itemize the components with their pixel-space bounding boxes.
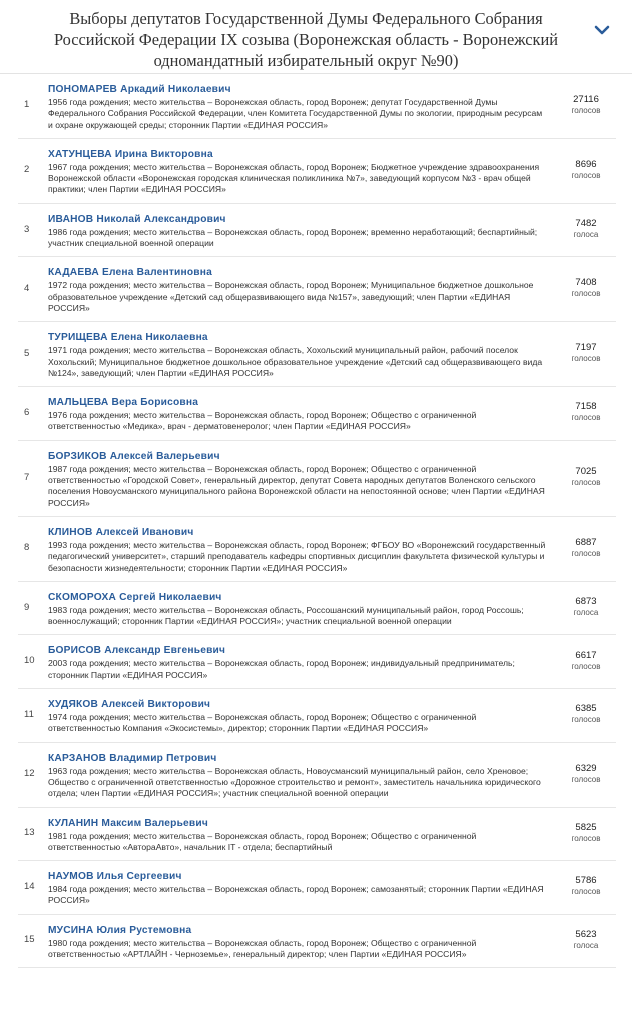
candidate-name-link[interactable] <box>48 924 191 937</box>
candidate-name-link[interactable] <box>48 450 220 463</box>
candidate-info <box>48 446 556 509</box>
vote-count: 6887 <box>575 536 597 548</box>
candidate-row <box>18 635 616 689</box>
candidate-votes <box>556 401 616 423</box>
candidate-row <box>18 861 616 915</box>
vote-unit: голосов <box>571 715 601 725</box>
candidate-surname: КАРЗАНОВ <box>48 752 107 764</box>
candidate-list <box>0 74 632 968</box>
candidate-surname: ХУДЯКОВ <box>48 699 99 711</box>
candidate-votes <box>556 342 616 364</box>
candidate-row <box>18 689 616 743</box>
vote-count: 27116 <box>573 93 599 105</box>
candidate-info <box>48 866 556 907</box>
vote-unit: голосов <box>571 170 601 180</box>
candidate-description: 1971 года рождения; место жительства – Воронежская область, Хохольский муниципальный район, рабочий поселок Хохольский; Муниципальное бюджетное дошкольное образовательное учреждение «Детский сад общеразвивающего вида №124», заведующий; член Партии «ЕДИНАЯ РОССИЯ» <box>48 345 543 378</box>
candidate-row <box>18 743 616 808</box>
candidate-surname: ХАТУНЦЕВА <box>48 148 112 160</box>
candidate-given-name: Алексей Валерьевич <box>109 450 220 462</box>
candidate-row <box>18 582 616 636</box>
vote-unit: голосов <box>571 548 601 558</box>
vote-count: 7482 <box>575 218 597 230</box>
candidate-given-name: Сергей Николаевич <box>119 591 222 603</box>
vote-count: 7158 <box>575 401 597 413</box>
candidate-votes <box>556 650 616 672</box>
candidate-row <box>18 387 616 441</box>
candidate-votes <box>556 277 616 299</box>
candidate-given-name: Юлия Рустемовна <box>96 924 192 936</box>
vote-unit: голосов <box>571 661 601 671</box>
candidate-name-link[interactable] <box>48 698 210 711</box>
candidate-row <box>18 808 616 862</box>
vote-unit: голоса <box>573 230 599 240</box>
candidate-name-link[interactable] <box>48 331 208 344</box>
candidate-info <box>48 813 556 854</box>
vote-count: 7025 <box>575 466 597 478</box>
candidate-row <box>18 257 616 322</box>
vote-count: 7408 <box>575 277 597 289</box>
candidate-info <box>48 522 556 574</box>
candidate-description: 1980 года рождения; место жительства – Воронежская область, город Воронеж; Общество с ограниченной ответственностью «АРТЛАЙН - Черноземье», генеральный директор; член Партии «ЕДИНАЯ РОССИЯ» <box>48 937 477 959</box>
candidate-number: 8 <box>24 542 30 554</box>
candidate-info <box>48 327 556 379</box>
candidate-surname: НАУМОВ <box>48 871 94 883</box>
candidate-info <box>48 640 556 681</box>
vote-unit: голосов <box>571 833 601 843</box>
candidate-name-link[interactable] <box>48 591 222 604</box>
candidate-description: 1967 года рождения; место жительства – Воронежская область, город Воронеж; Бюджетное учреждение здравоохранения Воронежской области «Воронежская городская клиническая поликлиника №7», заведующий корпусом №3 - врач общей практики; член Партии «ЕДИНАЯ РОССИЯ» <box>48 161 540 195</box>
candidate-row <box>18 441 616 517</box>
candidate-number: 15 <box>24 934 35 946</box>
candidate-surname: ТУРИЩЕВА <box>48 332 108 344</box>
candidate-given-name: Илья Сергеевич <box>96 871 182 883</box>
candidate-surname: КАДАЕВА <box>48 267 99 279</box>
vote-unit: голосов <box>571 289 601 299</box>
candidate-given-name: Аркадий Николаевич <box>120 84 231 95</box>
vote-unit: голосов <box>571 774 601 784</box>
vote-unit: голосов <box>571 887 601 897</box>
candidate-given-name: Владимир Петрович <box>109 752 217 764</box>
candidate-votes <box>556 703 616 725</box>
candidate-given-name: Алексей Викторович <box>101 699 211 711</box>
candidate-number: 13 <box>24 827 35 839</box>
candidate-number: 1 <box>24 99 30 111</box>
candidate-number: 2 <box>24 164 30 176</box>
candidate-given-name: Максим Валерьевич <box>101 817 208 829</box>
candidate-number: 3 <box>24 223 30 235</box>
candidate-name-link[interactable] <box>48 213 226 226</box>
vote-count: 6617 <box>575 649 597 661</box>
candidate-name-link[interactable] <box>48 644 225 657</box>
candidate-number: 12 <box>24 768 35 780</box>
candidate-votes <box>556 596 616 618</box>
candidate-surname: МАЛЬЦЕВА <box>48 397 109 409</box>
candidate-given-name: Елена Валентиновна <box>102 267 212 279</box>
candidate-description: 1976 года рождения; место жительства – Воронежская область, город Воронеж; Общество с ограниченной ответственностью «Медика», врач - дерматовенеролог; член Партии «ЕДИНАЯ РОССИЯ» <box>48 410 477 432</box>
candidate-surname: МУСИНА <box>48 924 94 936</box>
candidate-surname: КЛИНОВ <box>48 526 93 538</box>
candidate-row <box>18 915 616 969</box>
candidate-info <box>48 79 556 131</box>
candidate-row <box>18 322 616 387</box>
candidate-row <box>18 74 616 139</box>
vote-count: 7197 <box>575 342 597 354</box>
candidate-number: 10 <box>24 655 35 667</box>
candidate-number: 7 <box>24 471 30 483</box>
candidate-info <box>48 587 556 628</box>
candidate-name-link[interactable] <box>48 752 216 765</box>
candidate-number: 14 <box>24 880 35 892</box>
candidate-votes <box>556 875 616 897</box>
vote-unit: голосов <box>571 478 601 488</box>
vote-unit: голоса <box>573 940 599 950</box>
candidate-votes <box>556 159 616 181</box>
candidate-info <box>48 209 556 250</box>
candidate-name-link[interactable] <box>48 266 212 279</box>
page-title: Выборы депутатов Государственной Думы Федерального Собрания Российской Федерации IX созыва (Воронежская область - Воронежский одномандатный избирательный округ №90) <box>53 9 559 70</box>
candidate-votes <box>556 466 616 488</box>
candidate-name-link[interactable] <box>48 817 208 830</box>
candidate-votes <box>556 94 616 116</box>
chevron-down-icon[interactable] <box>594 24 610 36</box>
vote-unit: голоса <box>573 608 599 618</box>
vote-count: 6873 <box>575 596 597 608</box>
candidate-votes <box>556 537 616 559</box>
page-header <box>0 0 632 74</box>
candidate-given-name: Александр Евгеньевич <box>104 645 226 657</box>
candidate-given-name: Николай Александрович <box>96 213 226 225</box>
candidate-info <box>48 262 556 314</box>
candidate-surname: КУЛАНИН <box>48 817 99 829</box>
vote-count: 6385 <box>575 703 597 715</box>
candidate-description: 1983 года рождения; место жительства – Воронежская область, Россошанский муниципальный район, город Россошь; военнослужащий; сторонник Партии «ЕДИНАЯ РОССИЯ»; участник специальной военной операции <box>48 604 524 627</box>
candidate-row <box>18 517 616 582</box>
candidate-description: 1974 года рождения; место жительства – Воронежская область, город Воронеж; Общество с ограниченной ответственностью Компания «Экосистемы», директор; сторонник Партии «ЕДИНАЯ РОССИЯ» <box>48 712 477 734</box>
candidate-description: 1993 года рождения; место жительства – Воронежская область, город Воронеж; ФГБОУ ВО «Воронежский государственный педагогический университет», старший преподаватель кафедры спортивных дисциплин факультета физической культуры и безопасности жизнедеятельности; сторонник Партии «ЕДИНАЯ РОССИЯ» <box>48 539 546 573</box>
vote-count: 8696 <box>575 158 597 170</box>
candidate-name-link[interactable] <box>48 148 213 161</box>
candidate-description: 1972 года рождения; место жительства – Воронежская область, город Воронеж; Муниципальное бюджетное дошкольное образовательное учреждение «Детский сад общеразвивающего вида №157», заведующий; член Партии «ЕДИНАЯ РОССИЯ» <box>48 280 534 313</box>
candidate-description: 1986 года рождения; место жительства – Воронежская область, город Воронеж; временно неработающий; беспартийный; участник специальной военной операции <box>48 226 538 249</box>
candidate-votes <box>556 763 616 785</box>
candidate-number: 9 <box>24 601 30 613</box>
candidate-description: 1984 года рождения; место жительства – Воронежская область, город Воронеж; самозанятый; сторонник Партии «ЕДИНАЯ РОССИЯ» <box>48 884 544 906</box>
candidate-given-name: Елена Николаевна <box>110 332 208 344</box>
vote-count: 5825 <box>575 821 597 833</box>
candidate-name-link[interactable] <box>48 526 193 539</box>
candidate-name-link[interactable] <box>48 396 198 409</box>
candidate-description: 1987 года рождения; место жительства – Воронежская область, город Воронеж; Общество с ограниченной ответственностью «Городской Совет», генеральный директор, депутат Совета народных депутатов Воленского сельского поселения Новоусманского муниципального района Воронежской области на непостоянной основе; член Партии «ЕДИНАЯ РОССИЯ» <box>48 463 545 508</box>
candidate-number: 11 <box>24 708 34 720</box>
candidate-row <box>18 204 616 258</box>
vote-count: 5786 <box>575 875 597 887</box>
candidate-surname: ПОНОМАРЕВ <box>48 84 118 95</box>
candidate-info <box>48 920 556 961</box>
candidate-description: 2003 года рождения; место жительства – Воронежская область, город Воронеж; индивидуальный предприниматель; сторонник Партии «ЕДИНАЯ РОССИЯ» <box>48 658 515 680</box>
vote-count: 6329 <box>575 762 597 774</box>
candidate-number: 6 <box>24 406 30 418</box>
candidate-votes <box>556 822 616 844</box>
candidate-given-name: Ирина Викторовна <box>114 148 213 160</box>
candidate-surname: БОРЗИКОВ <box>48 450 107 462</box>
candidate-number: 4 <box>24 282 30 294</box>
candidate-info <box>48 694 556 735</box>
vote-unit: голосов <box>571 354 601 364</box>
candidate-info <box>48 392 556 433</box>
candidate-surname: СКОМОРОХА <box>48 591 117 603</box>
candidate-description: 1981 года рождения; место жительства – Воронежская область, город Воронеж; Общество с ограниченной ответственностью «АвтораАвто», начальник IT - отдела; беспартийный <box>48 830 477 852</box>
vote-unit: голосов <box>571 413 601 423</box>
candidate-row <box>18 139 616 204</box>
candidate-votes <box>556 929 616 951</box>
candidate-given-name: Вера Борисовна <box>111 397 199 409</box>
candidate-info <box>48 748 556 800</box>
candidate-surname: БОРИСОВ <box>48 645 102 657</box>
candidate-surname: ИВАНОВ <box>48 213 94 225</box>
candidate-description: 1963 года рождения; место жительства – Воронежская область, Новоусманский муниципальный район, село Хреновое; Общество с ограниченной ответственностью «Дорожное строительство и ремонт», заместитель начальника юридического отдела; член Партии «ЕДИНАЯ РОССИЯ»; участник специальной военной операции <box>48 765 541 799</box>
vote-unit: голосов <box>571 105 601 115</box>
candidate-given-name: Алексей Иванович <box>95 526 194 538</box>
candidate-name-link[interactable] <box>48 870 182 883</box>
candidate-number: 5 <box>24 347 30 359</box>
candidate-name-link[interactable] <box>48 83 231 96</box>
candidate-votes <box>556 218 616 240</box>
candidate-info <box>48 144 556 196</box>
candidate-description: 1956 года рождения; место жительства – Воронежская область, город Воронеж; депутат Государственной Думы Федерального Собрания Российской Федерации, член Комитета Государственной Думы по экологии, природным ресурсам и охране окружающей среды; сторонник Партии «ЕДИНАЯ РОССИЯ» <box>48 97 543 130</box>
vote-count: 5623 <box>575 928 597 940</box>
